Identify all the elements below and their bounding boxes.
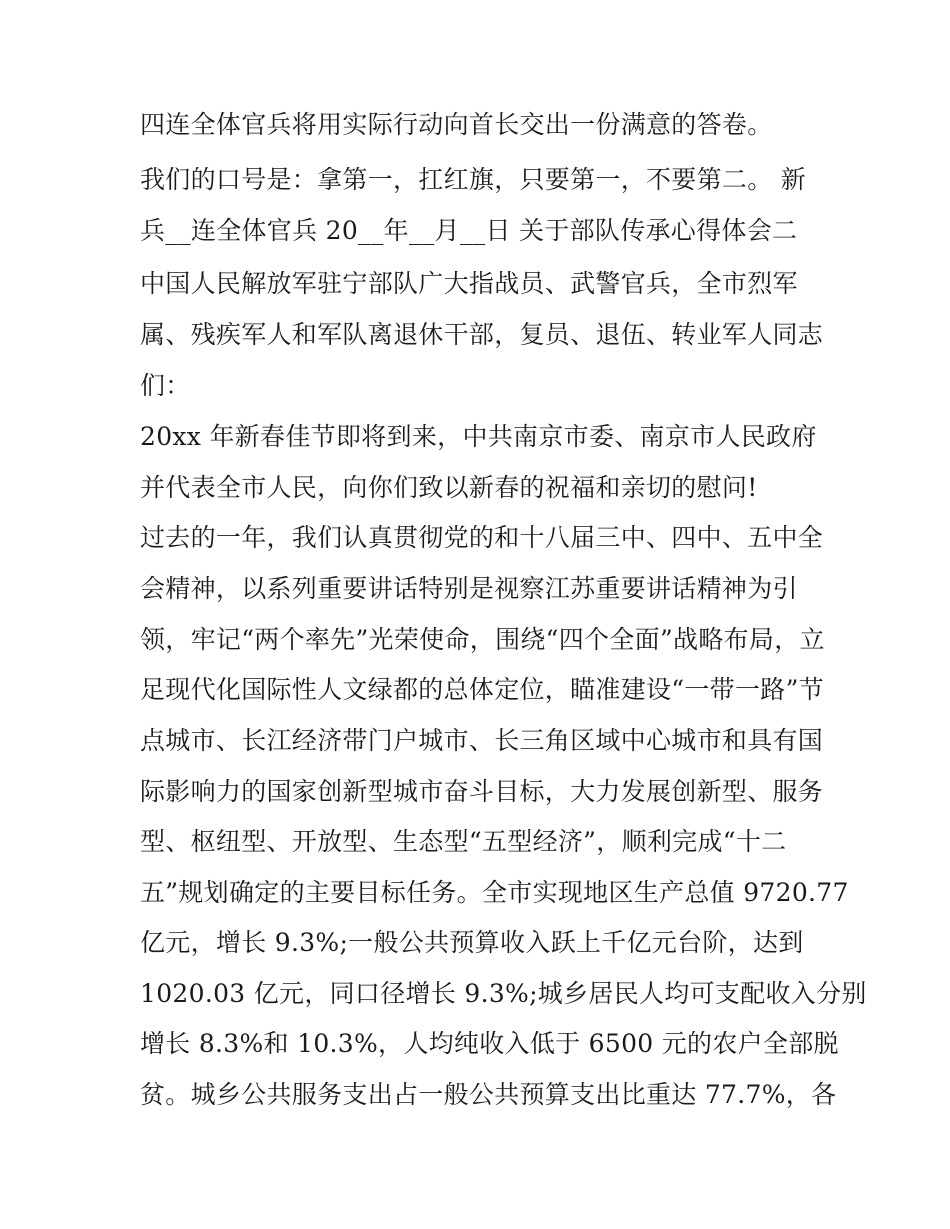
text-line: 20xx 年新春佳节即将到来，中共南京市委、南京市人民政府 (140, 422, 817, 451)
text-line: 过去的一年，我们认真贯彻党的和十八届三中、四中、五中全 (140, 523, 824, 552)
text-line: 兵__连全体官兵 20__年__月__日 关于部队传承心得体会二 (140, 216, 798, 245)
text-line: 1020.03 亿元，同口径增长 9.3%;城乡居民人均可支配收入分别 (140, 979, 867, 1008)
text-line: 足现代化国际性人文绿都的总体定位，瞄准建设“一带一路”节 (140, 675, 824, 704)
text-line: 贫。城乡公共服务支出占一般公共预算支出比重达 77.7%，各 (140, 1080, 837, 1109)
text-line: 亿元，增长 9.3%;一般公共预算收入跃上千亿元台阶，达到 (140, 928, 804, 957)
text-line: 点城市、长江经济带门户城市、长三角区域中心城市和具有国 (140, 726, 824, 755)
text-line: 我们的口号是：拿第一，扛红旗，只要第一，不要第二。 新 (140, 165, 807, 194)
text-line: 增长 8.3%和 10.3%，人均纯收入低于 6500 元的农户全部脱 (140, 1029, 839, 1058)
text-line: 五”规划确定的主要目标任务。全市实现地区生产总值 9720.77 (140, 878, 849, 907)
text-line: 型、枢纽型、开放型、生态型“五型经济”，顺利完成“十二 (140, 827, 787, 856)
text-line: 们： (140, 371, 191, 400)
text-line: 四连全体官兵将用实际行动向首长交出一份满意的答卷。 (140, 110, 773, 139)
text-line: 际影响力的国家创新型城市奋斗目标，大力发展创新型、服务 (140, 777, 824, 806)
text-line: 属、残疾军人和军队离退休干部，复员、退伍、转业军人同志 (140, 320, 824, 349)
text-line: 并代表全市人民，向你们致以新春的祝福和亲切的慰问! (140, 473, 758, 502)
text-line: 会精神，以系列重要讲话特别是视察江苏重要讲话精神为引 (140, 574, 798, 603)
text-line: 中国人民解放军驻宁部队广大指战员、武警官兵，全市烈军 (140, 269, 798, 298)
text-line: 领，牢记“两个率先”光荣使命，围绕“四个全面”战略布局，立 (140, 625, 825, 654)
